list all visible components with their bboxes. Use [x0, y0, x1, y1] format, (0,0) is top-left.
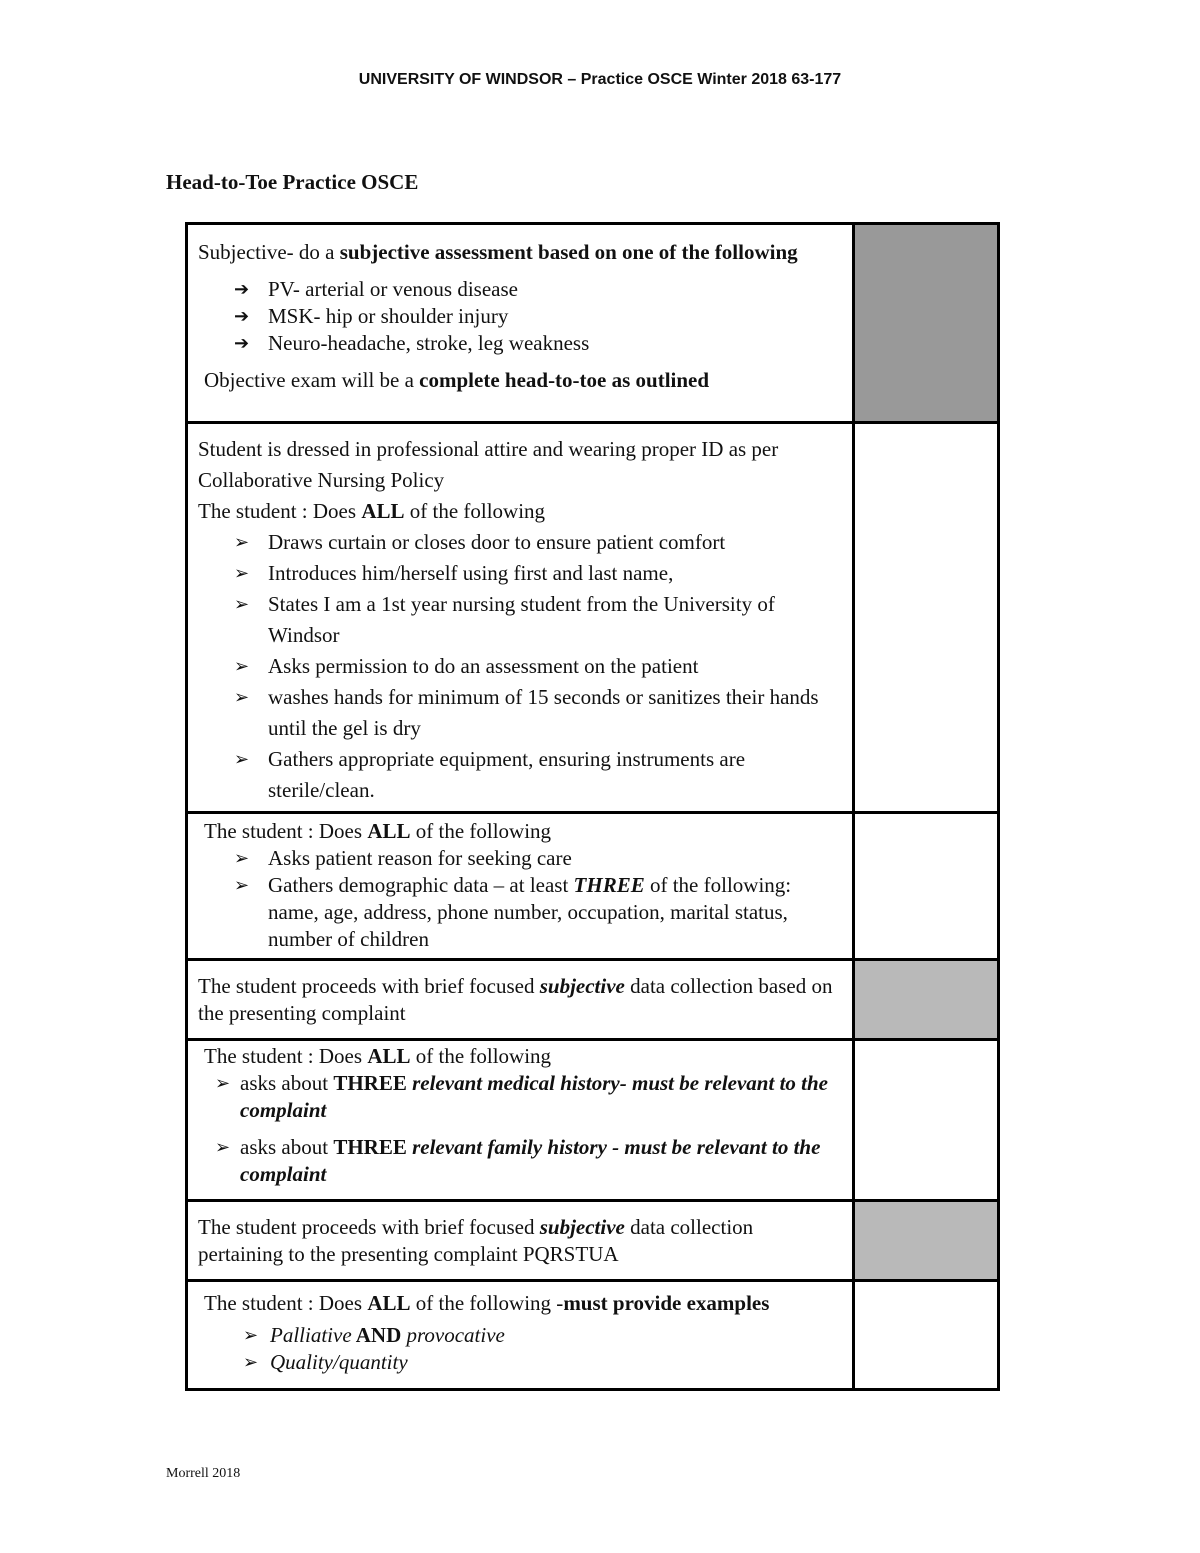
- list-item: ➢ Gathers demographic data – at least THREE of the following: name, age, address, phone number, occupation, marital status, number of children: [234, 873, 792, 951]
- row-text: The student proceeds with brief focused subjective data collection based on the presenting complaint: [198, 974, 833, 1025]
- triangle-bullet-icon: ➢: [234, 749, 250, 769]
- table-row: [187, 813, 999, 960]
- row-instruction: The student : Does ALL of the following: [204, 819, 552, 843]
- triangle-bullet-icon: ➢: [234, 594, 250, 614]
- score-cell-shaded: [854, 1201, 999, 1281]
- table-row: [187, 1281, 999, 1390]
- bullet-list: [198, 845, 842, 953]
- row-instruction: The student : Does ALL of the following -must provide examples: [204, 1291, 770, 1315]
- list-item: ➢ asks about THREE relevant medical history- must be relevant to the complaint: [215, 1071, 828, 1122]
- arrow-bullet-icon: ➔: [234, 279, 250, 299]
- bullet-list: [198, 1322, 842, 1376]
- score-cell-shaded: [854, 960, 999, 1040]
- row-content: [187, 960, 854, 1040]
- list-item: ➢ Quality/quantity: [243, 1350, 408, 1374]
- osce-checklist-table: [185, 222, 1000, 1391]
- page-title: Head-to-Toe Practice OSCE: [166, 170, 419, 194]
- row-content: [187, 423, 854, 813]
- page-header: UNIVERSITY OF WINDSOR – Practice OSCE Winter 2018 63-177: [358, 71, 842, 88]
- score-cell[interactable]: [854, 1281, 999, 1390]
- row-instruction: The student : Does ALL of the following: [198, 499, 546, 523]
- table-row: [187, 224, 999, 423]
- row-content: [187, 813, 854, 960]
- row-intro: Subjective- do a subjective assessment based on one of the following: [198, 240, 798, 264]
- triangle-bullet-icon: ➢: [234, 687, 250, 707]
- triangle-bullet-icon: ➢: [234, 875, 250, 895]
- score-cell-shaded: [854, 224, 999, 423]
- score-cell[interactable]: [854, 1040, 999, 1201]
- triangle-bullet-icon: ➢: [234, 848, 250, 868]
- list-item: ➢ Gathers appropriate equipment, ensuring instruments are sterile/clean.: [198, 744, 842, 806]
- triangle-bullet-icon: ➢: [234, 656, 250, 676]
- triangle-bullet-icon: ➢: [215, 1137, 231, 1157]
- page-footer: Morrell 2018: [166, 1466, 241, 1481]
- list-item: ➢ Asks permission to do an assessment on the patient: [198, 651, 842, 682]
- triangle-bullet-icon: ➢: [234, 563, 250, 583]
- score-cell[interactable]: [854, 423, 999, 813]
- table-row: [187, 1040, 999, 1201]
- list-item: ➔ MSK- hip or shoulder injury: [234, 304, 509, 328]
- list-item: ➢ Draws curtain or closes door to ensure patient comfort: [198, 527, 842, 558]
- list-item: ➢ Asks patient reason for seeking care: [234, 846, 572, 870]
- row-outro: Objective exam will be a complete head-to-toe as outlined: [204, 368, 710, 392]
- bullet-list: [198, 527, 842, 806]
- bullet-list: [198, 276, 842, 357]
- triangle-bullet-icon: ➢: [234, 532, 250, 552]
- list-item: ➢ Introduces him/herself using first and last name,: [198, 558, 842, 589]
- arrow-bullet-icon: ➔: [234, 306, 250, 326]
- list-item: ➢ States I am a 1st year nursing student from the University of Windsor: [198, 589, 842, 651]
- row-content: [187, 1281, 854, 1390]
- list-item: ➔ PV- arterial or venous disease: [234, 277, 518, 301]
- list-item: ➢ washes hands for minimum of 15 seconds or sanitizes their hands until the gel is dry: [198, 682, 842, 744]
- triangle-bullet-icon: ➢: [243, 1325, 259, 1345]
- table-row: [187, 1201, 999, 1281]
- row-content: [187, 1201, 854, 1281]
- score-cell[interactable]: [854, 813, 999, 960]
- row-text: The student proceeds with brief focused subjective data collection pertaining to the presenting complaint PQRSTUA: [198, 1215, 754, 1266]
- table-row: [187, 423, 999, 813]
- row-content: [187, 1040, 854, 1201]
- row-instruction: The student : Does ALL of the following: [204, 1044, 552, 1068]
- row-intro: Student is dressed in professional attire and wearing proper ID as per Collaborative Nursing Policy: [198, 437, 779, 492]
- list-item: ➢ asks about THREE relevant family history - must be relevant to the complaint: [215, 1135, 821, 1186]
- table-row: [187, 960, 999, 1040]
- list-item: ➔ Neuro-headache, stroke, leg weakness: [234, 331, 590, 355]
- triangle-bullet-icon: ➢: [215, 1073, 231, 1093]
- arrow-bullet-icon: ➔: [234, 333, 250, 353]
- list-item: ➢ Palliative AND provocative: [243, 1323, 505, 1347]
- triangle-bullet-icon: ➢: [243, 1352, 259, 1372]
- row-content: [187, 224, 854, 423]
- bullet-list: [198, 1070, 842, 1188]
